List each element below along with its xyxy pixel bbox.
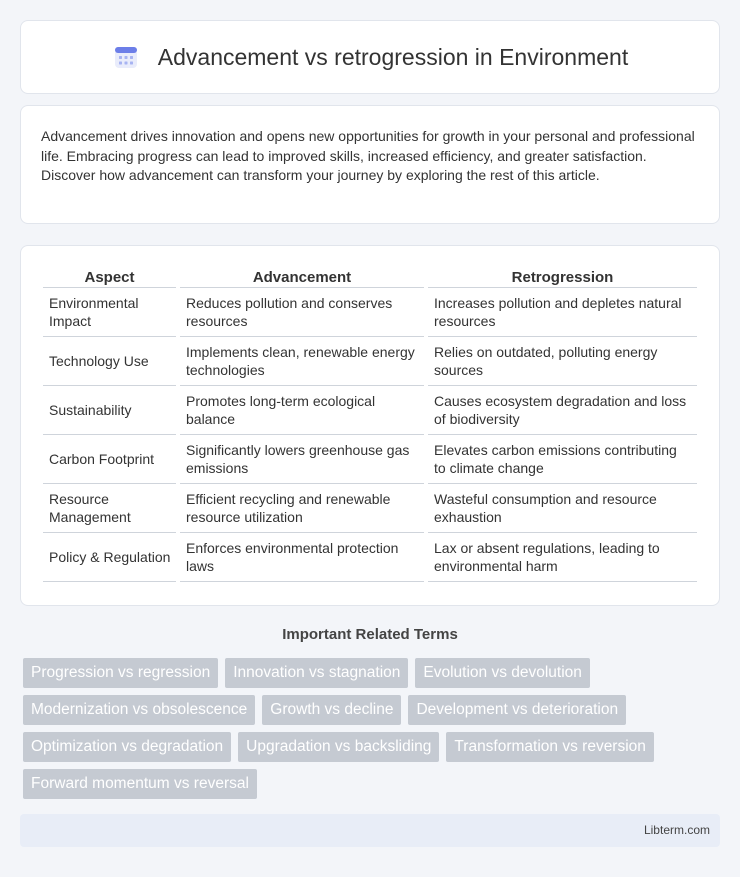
related-term-tag[interactable]: Innovation vs stagnation bbox=[225, 658, 408, 688]
related-term-tag[interactable]: Transformation vs reversion bbox=[446, 732, 654, 762]
cell-aspect: Technology Use bbox=[43, 337, 176, 386]
page-title: Advancement vs retrogression in Environment bbox=[157, 43, 629, 70]
cell-aspect: Sustainability bbox=[43, 386, 176, 435]
intro-text: Advancement drives innovation and opens new opportunities for growth in your personal and professional life. Embracing progress can lead to improved skills, increased efficiency, and greater satisfaction. Discover how advancement can transform your journey by exploring the rest of this article. bbox=[41, 128, 695, 183]
related-terms-title: Important Related Terms bbox=[282, 626, 458, 643]
cell-retrogression: Wasteful consumption and resource exhaustion bbox=[428, 484, 697, 533]
cell-aspect: Environmental Impact bbox=[43, 288, 176, 337]
cell-advancement: Significantly lowers greenhouse gas emissions bbox=[180, 435, 424, 484]
table-row bbox=[43, 484, 697, 533]
related-term-tag[interactable]: Optimization vs degradation bbox=[23, 732, 231, 762]
cell-advancement: Promotes long-term ecological balance bbox=[180, 386, 424, 435]
cell-advancement: Efficient recycling and renewable resource utilization bbox=[180, 484, 424, 533]
footer bbox=[20, 814, 720, 847]
cell-retrogression: Causes ecosystem degradation and loss of biodiversity bbox=[428, 386, 697, 435]
header-aspect: Aspect bbox=[43, 268, 176, 288]
table-row bbox=[43, 337, 697, 386]
cell-advancement: Enforces environmental protection laws bbox=[180, 533, 424, 582]
intro-card bbox=[20, 105, 720, 224]
related-term-tag[interactable]: Forward momentum vs reversal bbox=[23, 769, 257, 799]
table-row bbox=[43, 386, 697, 435]
related-term-tag[interactable]: Growth vs decline bbox=[262, 695, 401, 725]
related-term-tag[interactable]: Upgradation vs backsliding bbox=[238, 732, 439, 762]
cell-retrogression: Elevates carbon emissions contributing to climate change bbox=[428, 435, 697, 484]
cell-retrogression: Relies on outdated, polluting energy sources bbox=[428, 337, 697, 386]
table-row bbox=[43, 533, 697, 582]
calendar-grid-icon bbox=[112, 43, 140, 71]
cell-retrogression: Increases pollution and depletes natural resources bbox=[428, 288, 697, 337]
cell-advancement: Implements clean, renewable energy technologies bbox=[180, 337, 424, 386]
header-advancement: Advancement bbox=[180, 268, 424, 288]
footer-site-link[interactable]: Libterm.com bbox=[643, 823, 710, 837]
related-term-tag[interactable]: Evolution vs devolution bbox=[415, 658, 590, 688]
table-row bbox=[43, 288, 697, 337]
cell-advancement: Reduces pollution and conserves resources bbox=[180, 288, 424, 337]
cell-retrogression: Lax or absent regulations, leading to environmental harm bbox=[428, 533, 697, 582]
table-header-row bbox=[43, 268, 697, 288]
related-terms-list bbox=[23, 658, 713, 799]
related-term-tag[interactable]: Development vs deterioration bbox=[408, 695, 626, 725]
related-term-tag[interactable]: Progression vs regression bbox=[23, 658, 218, 688]
related-term-tag[interactable]: Modernization vs obsolescence bbox=[23, 695, 255, 725]
cell-aspect: Resource Management bbox=[43, 484, 176, 533]
comparison-table bbox=[39, 268, 701, 582]
header-card bbox=[20, 20, 720, 94]
comparison-table-card bbox=[20, 245, 720, 606]
cell-aspect: Policy & Regulation bbox=[43, 533, 176, 582]
cell-aspect: Carbon Footprint bbox=[43, 435, 176, 484]
table-row bbox=[43, 435, 697, 484]
header-retrogression: Retrogression bbox=[428, 268, 697, 288]
